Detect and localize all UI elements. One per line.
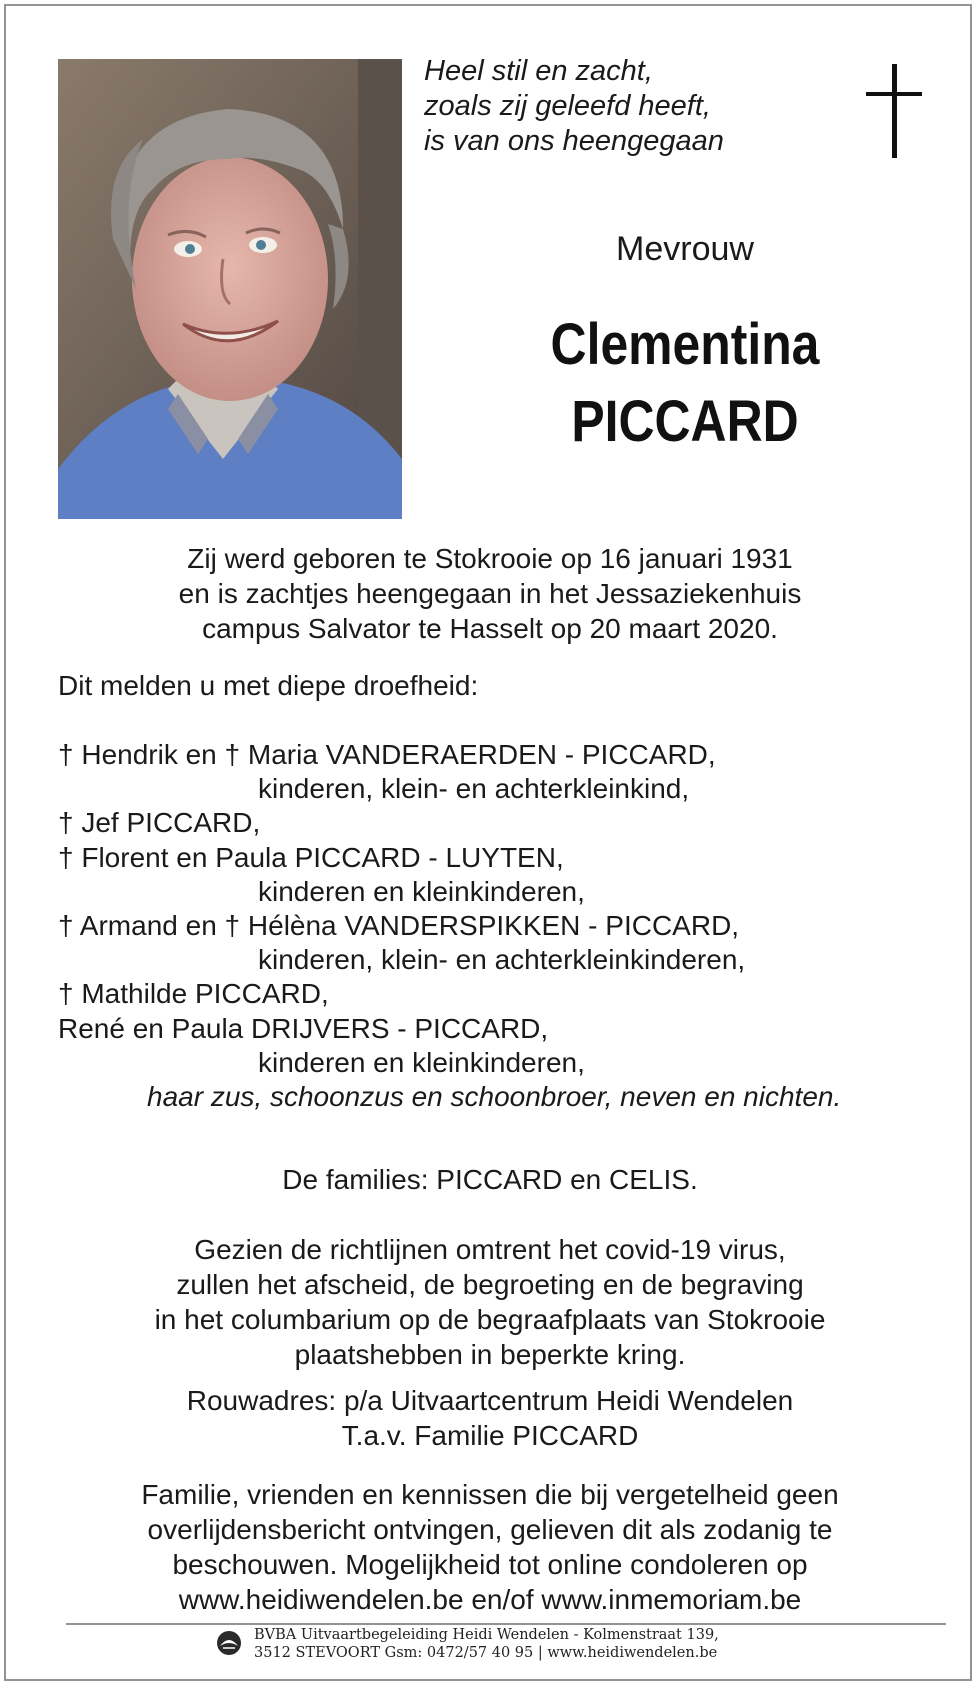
text-line: Gezien de richtlijnen omtrent het covid-19 virus, bbox=[194, 1234, 786, 1265]
funeral-home-logo-icon bbox=[214, 1628, 244, 1658]
mourner-line: kinderen en kleinkinderen, bbox=[258, 875, 585, 907]
deceased-last-name: PICCARD bbox=[571, 389, 799, 454]
footer-divider bbox=[66, 1623, 946, 1625]
birth-death-text bbox=[40, 541, 940, 646]
mourner-line: † Mathilde PICCARD, bbox=[58, 978, 329, 1010]
text-line: T.a.v. Familie PICCARD bbox=[341, 1420, 639, 1451]
families-text: De families: PICCARD en CELIS. bbox=[282, 1164, 698, 1195]
text-line: zullen het afscheid, de begroeting en de begraving bbox=[176, 1269, 804, 1300]
covid-notice bbox=[40, 1232, 940, 1372]
text-line: Rouwadres: p/a Uitvaartcentrum Heidi Wendelen bbox=[186, 1385, 794, 1416]
text-line: beschouwen. Mogelijkheid tot online condoleren op bbox=[172, 1549, 808, 1580]
mourner-line: † Jef PICCARD, bbox=[58, 807, 261, 839]
text-line: Zij werd geboren te Stokrooie op 16 januari 1931 bbox=[187, 543, 793, 574]
mourner-line: kinderen en kleinkinderen, bbox=[258, 1046, 585, 1078]
deceased-first-name: Clementina bbox=[550, 312, 820, 377]
mourner-line: † Hendrik en † Maria VANDERAERDEN - PICCARD, bbox=[58, 739, 716, 770]
mourner-line: René en Paula DRIJVERS - PICCARD, bbox=[58, 1012, 549, 1044]
cross-icon bbox=[866, 64, 922, 158]
mourning-address bbox=[40, 1383, 940, 1453]
footer-line: BVBA Uitvaartbegeleiding Heidi Wendelen - Kolmenstraat 139, bbox=[254, 1627, 719, 1643]
text-line: plaatshebben in beperkte kring. bbox=[294, 1339, 686, 1370]
footer-line: 3512 STEVOORT Gsm: 0472/57 40 95 | www.heidiwendelen.be bbox=[254, 1645, 718, 1661]
mourner-line: kinderen, klein- en achterkleinkinderen, bbox=[258, 944, 746, 976]
opening-quote bbox=[424, 54, 784, 159]
announcement: Dit melden u met diepe droefheid: bbox=[58, 670, 479, 701]
closing-text bbox=[40, 1477, 940, 1617]
title-prefix: Mevrouw bbox=[616, 230, 754, 268]
mourner-line: kinderen, klein- en achterkleinkind, bbox=[258, 773, 690, 805]
text-line: www.heidiwendelen.be en/of www.inmemoriam.be bbox=[178, 1584, 802, 1615]
text-line: in het columbarium op de begraafplaats van Stokrooie bbox=[154, 1304, 826, 1335]
quote-line: Heel stil en zacht, bbox=[424, 55, 653, 87]
text-line: Familie, vrienden en kennissen die bij vergetelheid geen bbox=[141, 1479, 839, 1510]
portrait-photo bbox=[58, 59, 402, 519]
text-line: overlijdensbericht ontvingen, gelieven dit als zodanig te bbox=[147, 1514, 833, 1545]
mourner-line: † Armand en † Hélèna VANDERSPIKKEN - PICCARD, bbox=[58, 910, 740, 942]
text-line: en is zachtjes heengegaan in het Jessaziekenhuis bbox=[178, 578, 802, 609]
mourners-list bbox=[58, 738, 841, 1114]
footer-text bbox=[254, 1626, 719, 1662]
text-line: campus Salvator te Hasselt op 20 maart 2020. bbox=[202, 613, 778, 644]
quote-line: zoals zij geleefd heeft, bbox=[424, 90, 711, 122]
mourner-line: † Florent en Paula PICCARD - LUYTEN, bbox=[58, 841, 564, 873]
mourner-line: haar zus, schoonzus en schoonbroer, neven en nichten. bbox=[147, 1081, 842, 1113]
quote-line: is van ons heengegaan bbox=[424, 125, 724, 157]
